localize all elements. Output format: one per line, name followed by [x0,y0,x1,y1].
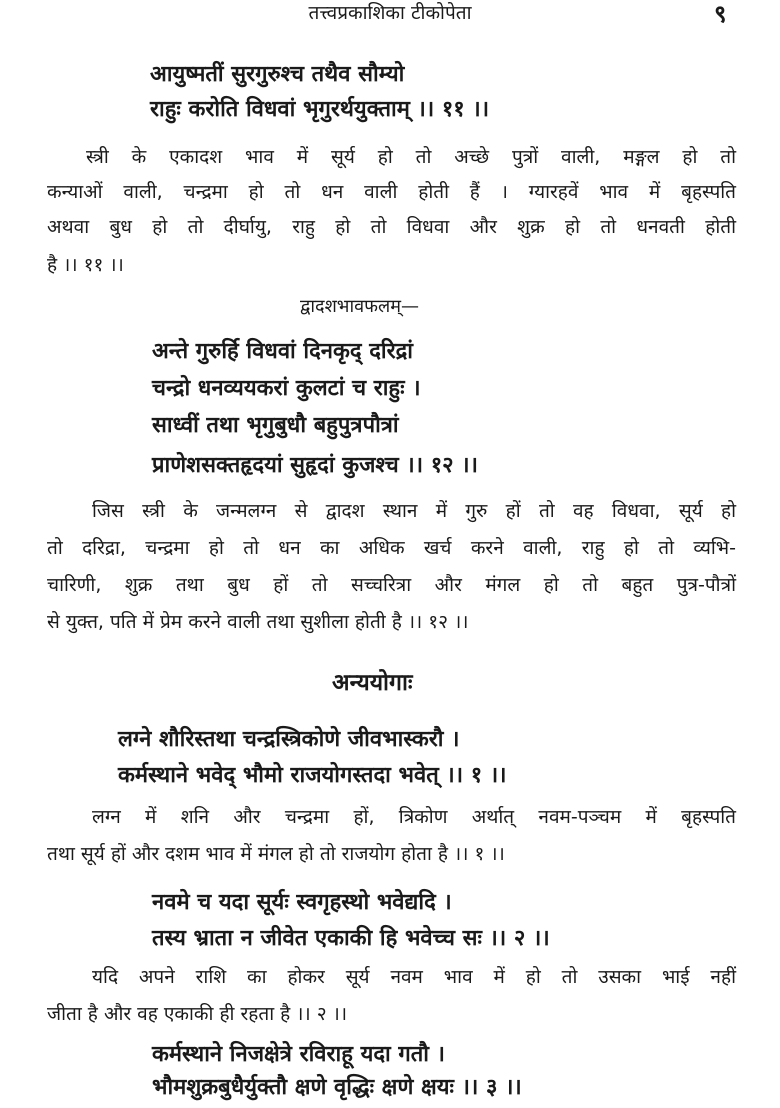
prose-line: तो दरिद्रा, चन्द्रमा हो तो धन का अधिक खर्च करने वाली, राहु हो तो व्यभि- [47,537,736,559]
verse-line: कर्मस्थाने निजक्षेत्रे रविराहू यदा गतौ । [152,1042,445,1067]
page-number: ९ [714,0,727,28]
verse-line: तस्य भ्राता न जीवेत एकाकी हि भवेच्च सः ।। २ ।। [152,926,550,951]
running-header: तत्त्वप्रकाशिका टीकोपेता [308,2,472,24]
section-heading: अन्ययोगाः [332,670,413,696]
prose-line: स्त्री के एकादश भाव में सूर्य हो तो अच्छे पुत्रों वाली, मङ्गल हो तो [86,146,736,168]
prose-line: है ।। ११ ।। [47,254,124,276]
verse-line: अन्ते गुरुर्हि विधवां दिनकृद् दरिद्रां [152,339,413,364]
verse-line: कर्मस्थाने भवेद् भौमो राजयोगस्तदा भवेत् ।। १ ।। [118,763,507,788]
prose-line: जिस स्त्री के जन्मलग्न से द्वादश स्थान में गुरु हों तो वह विधवा, सूर्य हो [92,500,736,522]
subheading: द्वादशभावफलम्— [300,296,419,317]
prose-line: कन्याओं वाली, चन्द्रमा हो तो धन वाली होती हैं । ग्यारहवें भाव में बृहस्पति [47,181,736,203]
prose-line: जीता है और वह एकाकी ही रहता है ।। २ ।। [47,1003,348,1025]
verse-line: लग्ने शौरिस्तथा चन्द्रस्त्रिकोणे जीवभास्करौ । [118,727,460,752]
prose-line: अथवा बुध हो तो दीर्घायु, राहु हो तो विधवा और शुक्र हो तो धनवती होती [47,216,736,238]
prose-line: चारिणी, शुक्र तथा बुध हों तो सच्चरित्रा और मंगल हो तो बहुत पुत्र-पौत्रों [47,574,736,596]
verse-line: भौमशुक्रबुधैर्युक्तौ क्षणे वृद्धिः क्षणे क्षयः ।। ३ ।। [152,1075,522,1100]
verse-line: राहुः करोति विधवां भृगुरर्थयुक्ताम् ।। ११ ।। [150,97,490,122]
verse-line: आयुष्मतीं सुरगुरुश्च तथैव सौम्यो [150,62,405,87]
prose-line: यदि अपने राशि का होकर सूर्य नवम भाव में हो तो उसका भाई नहीं [92,966,736,988]
verse-line: साध्वीं तथा भृगुबुधौ बहुपुत्रपौत्रां [152,413,399,438]
prose-line: से युक्त, पति में प्रेम करने वाली तथा सुशीला होती है ।। १२ ।। [47,611,469,633]
prose-line: लग्न में शनि और चन्द्रमा हों, त्रिकोण अर्थात् नवम-पञ्चम में बृहस्पति [92,806,736,828]
verse-line: नवमे च यदा सूर्यः स्वगृहस्थो भवेद्यदि । [152,890,452,915]
verse-line: प्राणेशसक्तहृदयां सुहृदां कुजश्च ।। १२ ।। [152,453,478,478]
verse-line: चन्द्रो धनव्ययकरां कुलटां च राहुः । [152,376,421,401]
prose-line: तथा सूर्य हों और दशम भाव में मंगल हो तो राजयोग होता है ।। १ ।। [47,843,505,865]
